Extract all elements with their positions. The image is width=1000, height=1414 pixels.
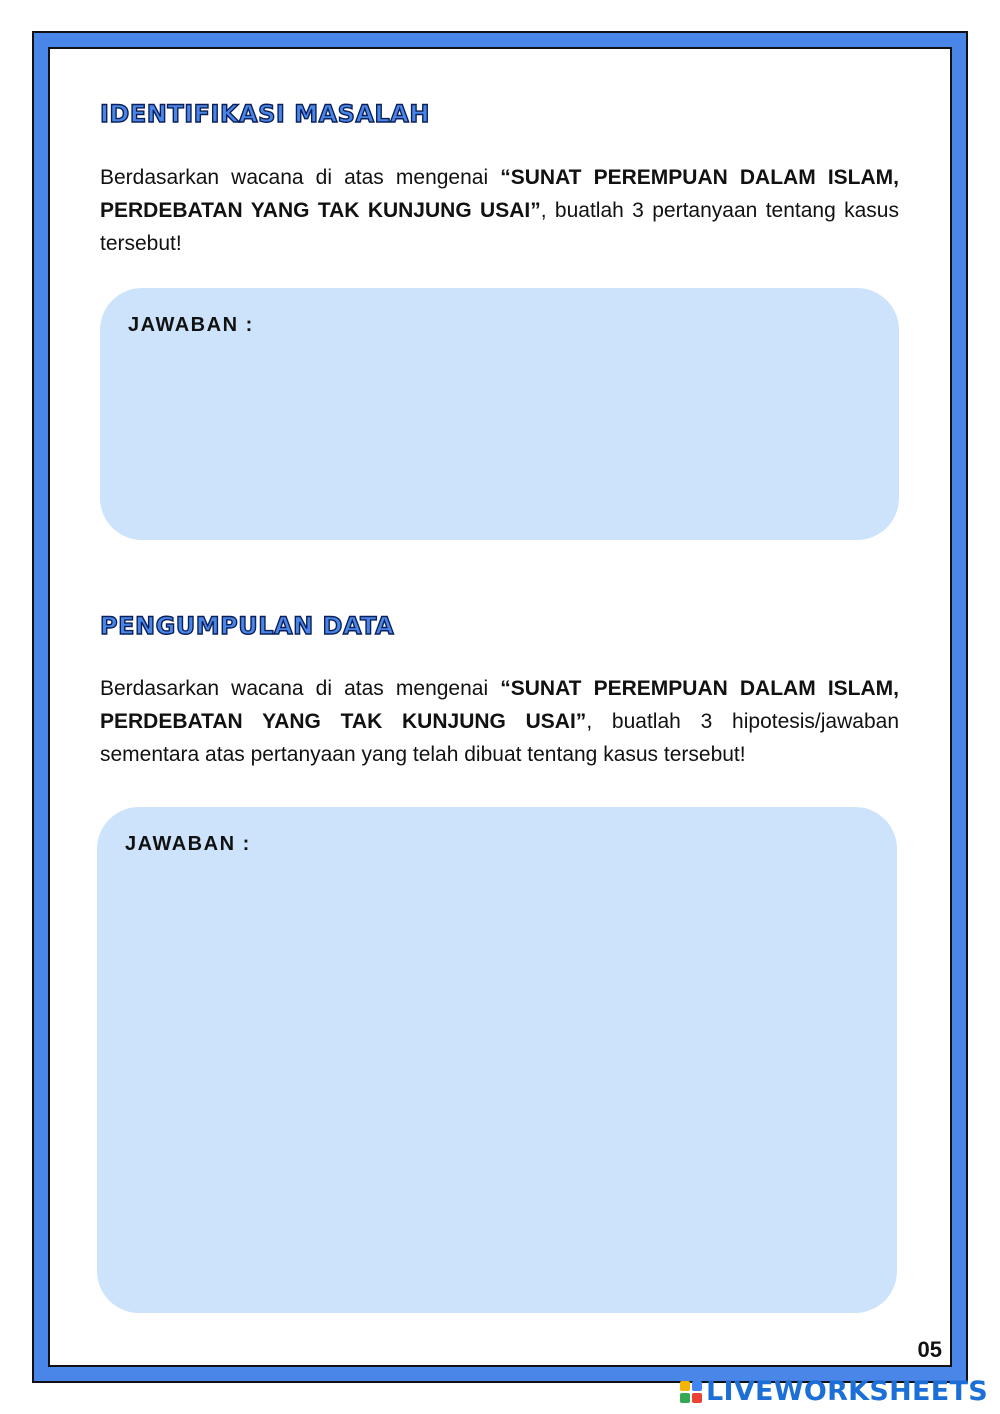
section1-text-bold: “SUNAT PEREMPUAN DALAM ISLAM, PERDEBATAN YANG TAK KUNJUNG USAI” [100,166,899,222]
answer-box-1[interactable] [100,288,899,540]
answer-box-2[interactable] [97,807,897,1313]
liveworksheets-watermark [680,1376,988,1407]
section-heading-pengumpulan-data: PENGUMPULAN DATA [100,612,395,640]
section1-instruction [100,161,899,260]
section1-text-post: , buatlah 3 pertanyaan tentang kasus tersebut! [100,199,899,255]
section2-text-pre: Berdasarkan wacana di atas mengenai [100,677,501,700]
watermark-text: LIVEWORKSHEETS [705,1376,988,1407]
section-heading-identifikasi-masalah: IDENTIFIKASI MASALAH [100,100,430,128]
section2-instruction [100,672,899,771]
section2-text-post: , buatlah 3 hipotesis/jawaban sementara atas pertanyaan yang telah dibuat tentang kasus tersebut! [100,710,899,766]
page-number: 05 [917,1337,942,1362]
section2-text-bold: “SUNAT PEREMPUAN DALAM ISLAM, PERDEBATAN YANG TAK KUNJUNG USAI” [100,677,899,733]
section1-text-pre: Berdasarkan wacana di atas mengenai [100,166,501,189]
answer-label-1: JAWABAN : [128,314,254,336]
liveworksheets-logo-icon [680,1381,702,1403]
answer-label-2: JAWABAN : [125,833,251,855]
